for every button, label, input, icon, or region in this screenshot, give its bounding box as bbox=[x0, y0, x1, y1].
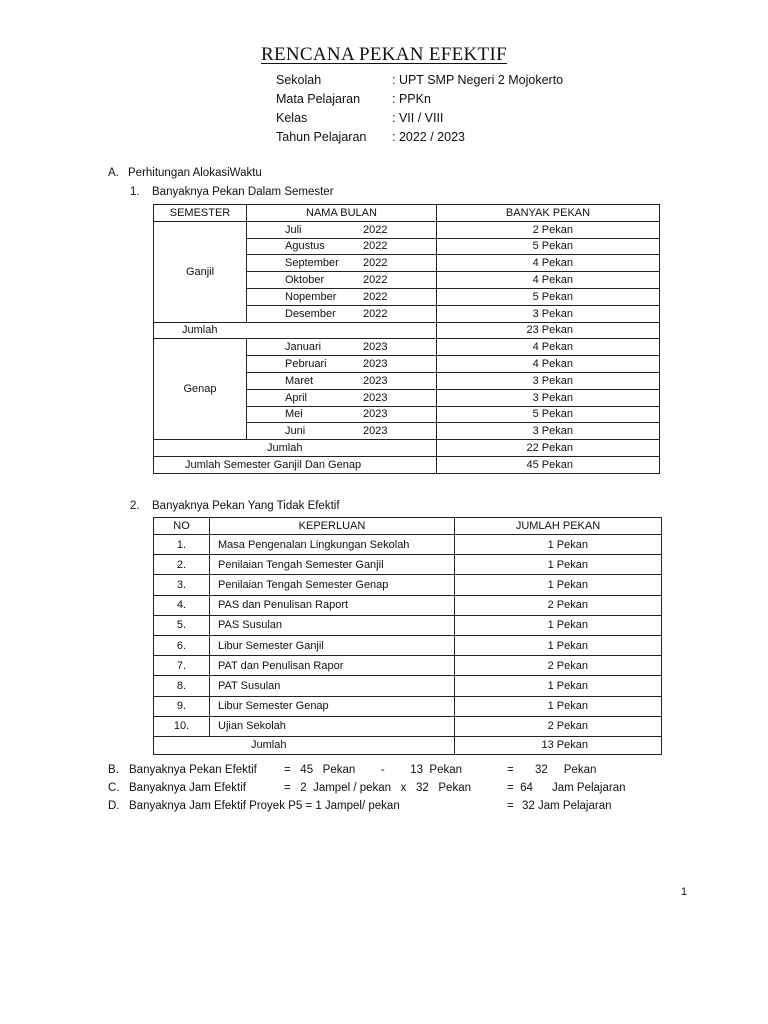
month-name: Maret bbox=[285, 374, 314, 387]
sub1-heading: Banyaknya Pekan Dalam Semester bbox=[152, 186, 334, 198]
month-name: Juli bbox=[285, 223, 302, 236]
ganjil-total-value: 23 Pekan bbox=[437, 322, 660, 339]
month-year: 2023 bbox=[363, 391, 388, 404]
month-year: 2022 bbox=[363, 257, 388, 270]
month-name: Juni bbox=[285, 425, 306, 438]
row-number: 4. bbox=[154, 595, 210, 615]
row-weeks: 1 Pekan bbox=[455, 615, 662, 635]
summary-c-marker: C. bbox=[108, 782, 120, 794]
subtotal-row bbox=[154, 736, 662, 754]
summary-d-marker: D. bbox=[108, 800, 120, 812]
row-purpose: Masa Pengenalan Lingkungan Sekolah bbox=[210, 535, 455, 555]
row-weeks: 2 Pekan bbox=[455, 716, 662, 736]
row-purpose: Penilaian Tengah Semester Genap bbox=[210, 575, 455, 595]
ganjil-total-label: Jumlah bbox=[154, 322, 437, 339]
summary-c-equals: = 64 bbox=[507, 782, 533, 794]
row-weeks: 2 Pekan bbox=[455, 595, 662, 615]
row-number: 6. bbox=[154, 635, 210, 655]
semester-ganjil-label: Ganjil bbox=[154, 221, 247, 322]
row-weeks: 1 Pekan bbox=[455, 635, 662, 655]
info-school-label: Sekolah bbox=[276, 73, 322, 87]
row-number: 10. bbox=[154, 716, 210, 736]
ineffective-total-value: 13 Pekan bbox=[455, 736, 662, 754]
table-row bbox=[154, 575, 662, 595]
summary-d-result: 32 Jam Pelajaran bbox=[522, 800, 612, 812]
header-purpose: KEPERLUAN bbox=[210, 518, 455, 535]
grand-total-value: 45 Pekan bbox=[437, 456, 660, 473]
info-year-value: : 2022 / 2023 bbox=[392, 130, 465, 144]
sub2-heading: Banyaknya Pekan Yang Tidak Efektif bbox=[152, 500, 340, 512]
row-number: 8. bbox=[154, 676, 210, 696]
header-month: NAMA BULAN bbox=[247, 205, 437, 222]
month-name: Januari bbox=[285, 341, 322, 354]
month-year: 2022 bbox=[363, 274, 388, 287]
month-year: 2022 bbox=[363, 307, 388, 320]
table-row bbox=[154, 635, 662, 655]
month-name: Oktober bbox=[285, 274, 325, 287]
month-name: Mei bbox=[285, 408, 303, 421]
grand-total-row bbox=[154, 456, 660, 473]
sub2-marker: 2. bbox=[130, 500, 140, 512]
row-purpose: Penilaian Tengah Semester Ganjil bbox=[210, 555, 455, 575]
row-weeks: 1 Pekan bbox=[455, 696, 662, 716]
header-weeks: BANYAK PEKAN bbox=[437, 205, 660, 222]
month-year: 2022 bbox=[363, 240, 388, 253]
row-number: 2. bbox=[154, 555, 210, 575]
row-weeks: 1 Pekan bbox=[455, 575, 662, 595]
info-subject-label: Mata Pelajaran bbox=[276, 92, 361, 106]
table-row bbox=[154, 676, 662, 696]
section-a-heading: Perhitungan AlokasiWaktu bbox=[128, 167, 262, 179]
info-class-value: : VII / VIII bbox=[392, 111, 444, 125]
table-row bbox=[154, 716, 662, 736]
week-count: 5 Pekan bbox=[437, 288, 660, 305]
row-purpose: PAT dan Penulisan Rapor bbox=[210, 656, 455, 676]
month-name: Agustus bbox=[285, 240, 325, 253]
summary-d-equals: = bbox=[507, 800, 514, 812]
row-weeks: 1 Pekan bbox=[455, 535, 662, 555]
week-count: 3 Pekan bbox=[437, 372, 660, 389]
table-row bbox=[154, 555, 662, 575]
row-purpose: PAS Susulan bbox=[210, 615, 455, 635]
month-year: 2023 bbox=[363, 425, 388, 438]
summary-b-expression: = 45 Pekan - 13 Pekan bbox=[284, 764, 463, 776]
table-header-row bbox=[154, 518, 662, 535]
week-count: 2 Pekan bbox=[437, 221, 660, 238]
page-number: 1 bbox=[681, 886, 688, 898]
row-number: 3. bbox=[154, 575, 210, 595]
table-row bbox=[154, 615, 662, 635]
month-name: Desember bbox=[285, 307, 336, 320]
row-purpose: Libur Semester Genap bbox=[210, 696, 455, 716]
row-weeks: 1 Pekan bbox=[455, 676, 662, 696]
table-row bbox=[154, 595, 662, 615]
row-number: 1. bbox=[154, 535, 210, 555]
month-year: 2023 bbox=[363, 358, 388, 371]
page-title: RENCANA PEKAN EFEKTIF bbox=[261, 44, 507, 65]
table-row bbox=[154, 339, 660, 356]
row-purpose: Libur Semester Ganjil bbox=[210, 635, 455, 655]
table-row bbox=[154, 696, 662, 716]
table-header-row bbox=[154, 205, 660, 222]
week-count: 5 Pekan bbox=[437, 238, 660, 255]
month-name: September bbox=[285, 257, 339, 270]
month-year: 2022 bbox=[363, 223, 388, 236]
month-year: 2023 bbox=[363, 374, 388, 387]
sub1-marker: 1. bbox=[130, 186, 140, 198]
row-number: 5. bbox=[154, 615, 210, 635]
row-weeks: 1 Pekan bbox=[455, 555, 662, 575]
summary-b-label: Banyaknya Pekan Efektif bbox=[129, 764, 257, 776]
section-a-marker: A. bbox=[108, 167, 119, 179]
table-row bbox=[154, 221, 660, 238]
summary-d-label: Banyaknya Jam Efektif Proyek P5 = 1 Jampel/ pekan bbox=[129, 800, 400, 812]
week-count: 3 Pekan bbox=[437, 423, 660, 440]
info-class-label: Kelas bbox=[276, 111, 308, 125]
week-count: 4 Pekan bbox=[437, 255, 660, 272]
month-name: Nopember bbox=[285, 290, 337, 303]
month-year: 2022 bbox=[363, 290, 388, 303]
row-number: 9. bbox=[154, 696, 210, 716]
summary-b-marker: B. bbox=[108, 764, 119, 776]
table-row bbox=[154, 535, 662, 555]
info-school-value: : UPT SMP Negeri 2 Mojokerto bbox=[392, 73, 564, 87]
ineffective-weeks-table bbox=[153, 517, 662, 755]
row-purpose: PAT Susulan bbox=[210, 676, 455, 696]
semester-genap-label: Genap bbox=[154, 339, 247, 440]
month-name: Pebruari bbox=[285, 358, 327, 371]
week-count: 4 Pekan bbox=[437, 339, 660, 356]
subtotal-row bbox=[154, 322, 660, 339]
header-week-count: JUMLAH PEKAN bbox=[455, 518, 662, 535]
month-name: April bbox=[285, 391, 308, 404]
month-year: 2023 bbox=[363, 341, 388, 354]
row-purpose: PAS dan Penulisan Raport bbox=[210, 595, 455, 615]
weeks-per-semester-table bbox=[153, 204, 660, 474]
info-year-label: Tahun Pelajaran bbox=[276, 130, 367, 144]
genap-total-value: 22 Pekan bbox=[437, 440, 660, 457]
summary-c-label: Banyaknya Jam Efektif bbox=[129, 782, 246, 794]
ineffective-total-label: Jumlah bbox=[154, 736, 455, 754]
genap-total-label: Jumlah bbox=[154, 440, 437, 457]
table-row bbox=[154, 656, 662, 676]
summary-b-result: 32 Pekan bbox=[535, 764, 597, 776]
week-count: 4 Pekan bbox=[437, 356, 660, 373]
info-subject-value: : PPKn bbox=[392, 92, 431, 106]
row-number: 7. bbox=[154, 656, 210, 676]
row-purpose: Ujian Sekolah bbox=[210, 716, 455, 736]
grand-total-label: Jumlah Semester Ganjil Dan Genap bbox=[154, 456, 437, 473]
summary-c-expression: = 2 Jampel / pekan x 32 Pekan bbox=[284, 782, 471, 794]
subtotal-row bbox=[154, 440, 660, 457]
header-no: NO bbox=[154, 518, 210, 535]
week-count: 4 Pekan bbox=[437, 272, 660, 289]
summary-c-result: Jam Pelajaran bbox=[552, 782, 626, 794]
week-count: 3 Pekan bbox=[437, 389, 660, 406]
row-weeks: 2 Pekan bbox=[455, 656, 662, 676]
week-count: 3 Pekan bbox=[437, 305, 660, 322]
month-year: 2023 bbox=[363, 408, 388, 421]
summary-b-equals: = bbox=[507, 764, 514, 776]
week-count: 5 Pekan bbox=[437, 406, 660, 423]
header-semester: SEMESTER bbox=[154, 205, 247, 222]
